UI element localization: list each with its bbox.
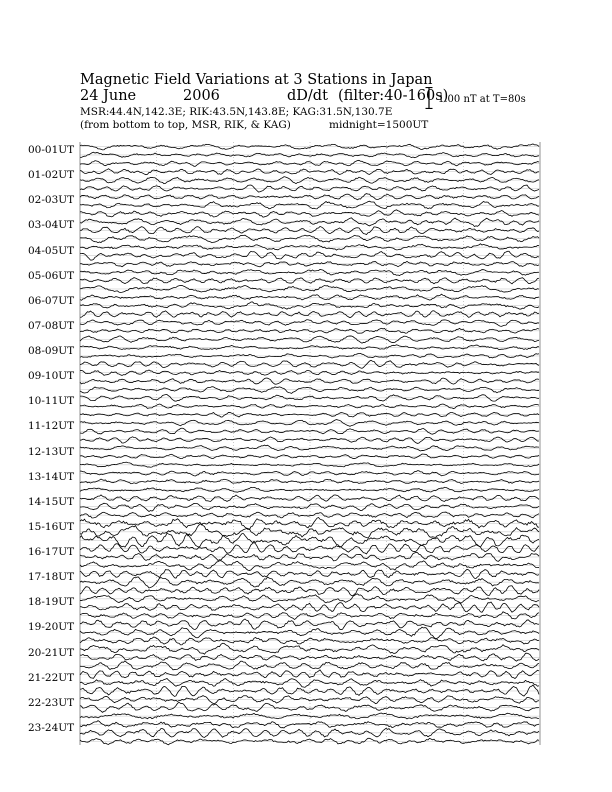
trace-rik-17-18UT (80, 577, 539, 588)
trace-rik-19-20UT (80, 627, 539, 638)
trace-msr-13-14UT (80, 487, 539, 492)
hour-label: 21-22UT (28, 671, 75, 684)
trace-rik-08-09UT (80, 353, 539, 358)
trace-msr-11-12UT (80, 437, 539, 444)
quantity-label: dD/dt (287, 88, 328, 104)
hour-label: 10-11UT (28, 395, 75, 408)
hour-label: 15-16UT (28, 520, 75, 533)
trace-msr-04-05UT (80, 261, 539, 266)
trace-kag-04-05UT (80, 244, 539, 250)
trace-kag-19-20UT (80, 619, 539, 630)
filter-label: (filter:40-160s) (338, 88, 449, 104)
trace-msr-03-04UT (80, 235, 539, 243)
trace-kag-08-09UT (80, 345, 539, 350)
order-note: (from bottom to top, MSR, RIK, & KAG) (80, 119, 291, 131)
trace-msr-16-17UT (80, 561, 539, 571)
trace-kag-20-21UT (80, 643, 539, 654)
midnight-note: midnight=1500UT (329, 119, 429, 131)
trace-rik-04-05UT (80, 251, 539, 260)
date-year: 2006 (183, 88, 220, 104)
trace-msr-20-21UT (80, 661, 539, 670)
hour-label: 03-04UT (28, 219, 75, 232)
hour-label: 22-23UT (28, 696, 75, 709)
trace-msr-21-22UT (80, 685, 539, 696)
trace-msr-07-08UT (80, 336, 539, 343)
hour-label: 16-17UT (28, 546, 75, 558)
stations-line: MSR:44.4N,142.3E; RIK:43.5N,143.8E; KAG:31.5N,130.7E (80, 106, 393, 118)
trace-rik-13-14UT (80, 479, 539, 484)
trace-msr-12-13UT (80, 462, 539, 467)
trace-rik-14-15UT (80, 503, 539, 511)
trace-msr-23-24UT (80, 738, 539, 745)
hour-label: 20-21UT (28, 646, 75, 659)
trace-rik-21-22UT (80, 679, 539, 688)
trace-kag-14-15UT (80, 495, 539, 502)
date-day: 24 June (80, 88, 137, 104)
hour-label: 14-15UT (28, 495, 75, 508)
hour-label: 09-10UT (28, 370, 75, 383)
hour-label: 13-14UT (28, 470, 75, 483)
trace-kag-03-04UT (80, 218, 539, 227)
hour-label: 18-19UT (28, 596, 75, 609)
hour-label: 07-08UT (28, 319, 75, 332)
trace-rik-02-03UT (80, 201, 539, 209)
hour-label: 01-02UT (28, 169, 75, 182)
hour-label: 19-20UT (28, 621, 75, 634)
trace-kag-16-17UT (80, 542, 539, 553)
trace-kag-05-06UT (80, 269, 539, 275)
hour-label: 04-05UT (28, 244, 75, 257)
trace-rik-12-13UT (80, 454, 539, 459)
trace-kag-00-01UT (80, 144, 539, 150)
trace-rik-11-12UT (80, 428, 539, 434)
trace-kag-23-24UT (80, 721, 539, 728)
trace-msr-19-20UT (80, 637, 539, 645)
hour-label: 00-01UT (28, 144, 75, 156)
trace-rik-06-07UT (80, 302, 539, 309)
trace-msr-09-10UT (80, 387, 539, 394)
hour-label: 08-09UT (28, 345, 75, 357)
trace-kag-07-08UT (80, 320, 539, 327)
trace-kag-22-23UT (80, 696, 539, 704)
chart-title: Magnetic Field Variations at 3 Stations in Japan (80, 72, 433, 88)
hour-label: 17-18UT (28, 571, 75, 584)
hour-label: 05-06UT (28, 269, 75, 282)
hour-label: 23-24UT (28, 721, 75, 734)
trace-rik-20-21UT (80, 653, 539, 661)
hour-label: 02-03UT (28, 194, 75, 207)
trace-kag-17-18UT (80, 569, 539, 578)
hour-label: 11-12UT (28, 420, 75, 433)
trace-rik-22-23UT (80, 702, 539, 712)
scale-label: 1.00 nT at T=80s (438, 94, 526, 105)
hour-label: 12-13UT (28, 445, 75, 458)
hour-label: 06-07UT (28, 294, 75, 307)
trace-kag-18-19UT (80, 594, 539, 603)
